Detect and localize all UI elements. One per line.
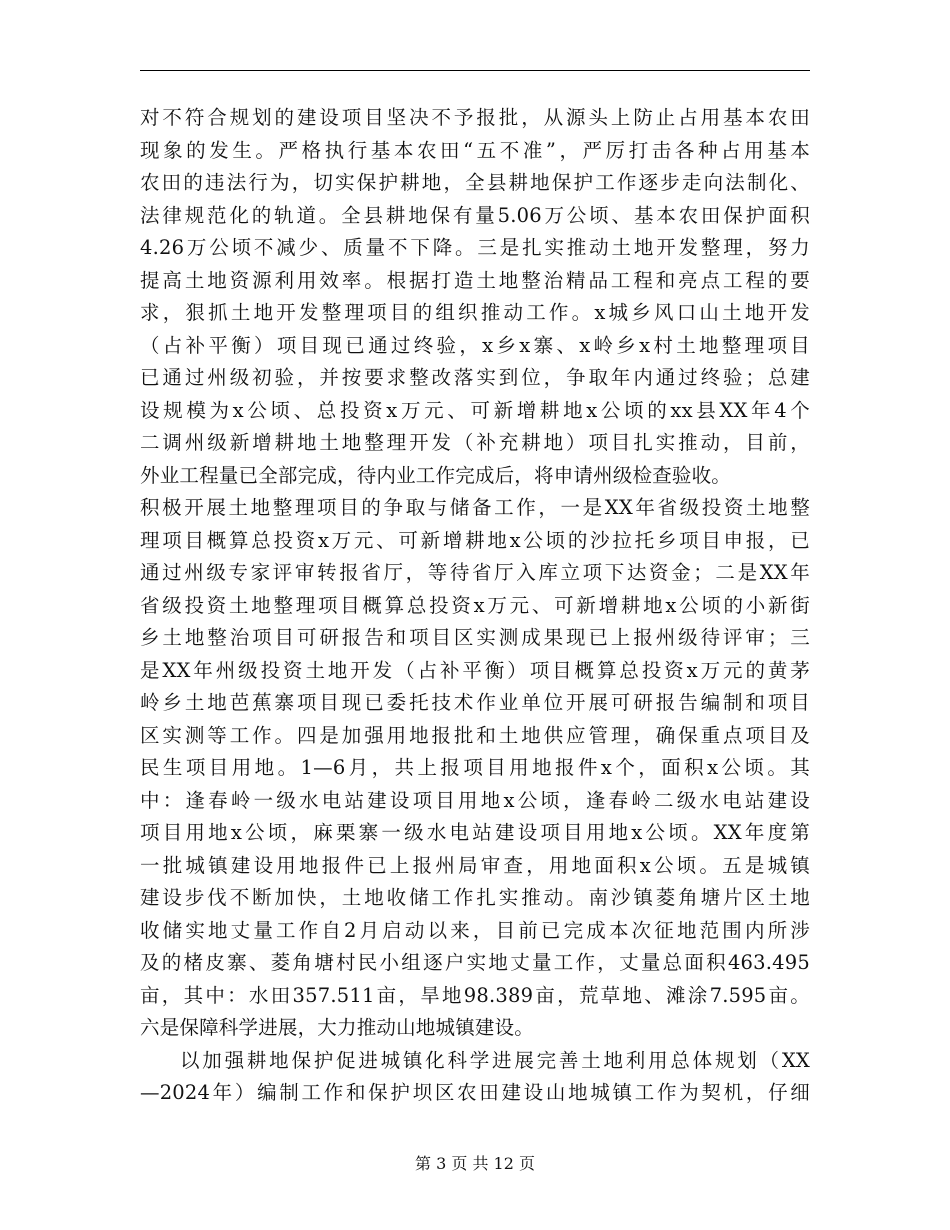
text-line: 求，狠抓土地开发整理项目的组织推动工作。x城乡风口山土地开发 bbox=[140, 301, 810, 324]
text-line: 外业工程量已全部完成，待内业工作完成后，将申请州级检查验收。 bbox=[140, 463, 732, 487]
body-text bbox=[140, 102, 810, 1110]
text-line: 法律规范化的轨道。全县耕地保有量5.06万公顷、基本农田保护面积 bbox=[140, 203, 810, 227]
text-line: 乡土地整治项目可研报告和项目区实测成果现已上报州级待评审；三 bbox=[140, 626, 810, 649]
text-line: 收储实地丈量工作自2月启动以来，目前已完成本次征地范围内所涉 bbox=[140, 918, 810, 942]
text-line: 项目用地x公顷，麻栗寨一级水电站建设项目用地x公顷。XX年度第 bbox=[140, 821, 810, 844]
text-line: 省级投资土地整理项目概算总投资x万元、可新增耕地x公顷的小新街 bbox=[140, 593, 810, 617]
text-line: 积极开展土地整理项目的争取与储备工作，一是XX年省级投资土地整 bbox=[140, 496, 810, 519]
text-line: 岭乡土地芭蕉寨项目现已委托技术作业单位开展可研报告编制和项目 bbox=[140, 691, 810, 714]
text-line: 六是保障科学进展，大力推动山地城镇建设。 bbox=[140, 1016, 535, 1039]
text-line: 通过州级专家评审转报省厅，等待省厅入库立项下达资金；二是XX年 bbox=[140, 561, 810, 584]
text-line: 一批城镇建设用地报件已上报州局审查，用地面积x公顷。五是城镇 bbox=[140, 853, 810, 877]
text-line: 4.26万公顷不减少、质量不下降。三是扎实推动土地开发整理，努力 bbox=[140, 236, 810, 259]
text-line: 是XX年州级投资土地开发（占补平衡）项目概算总投资x万元的黄茅 bbox=[140, 658, 810, 682]
text-line: 设规模为x公顷、总投资x万元、可新增耕地x公顷的xx县XX年4个 bbox=[140, 398, 810, 422]
text-line: 以加强耕地保护促进城镇化科学进展完善土地利用总体规划（XX bbox=[180, 1048, 810, 1072]
text-line: 中：逢春岭一级水电站建设项目用地x公顷，逢春岭二级水电站建设 bbox=[140, 788, 810, 812]
text-line: 对不符合规划的建设项目坚决不予报批，从源头上防止占用基本农田 bbox=[140, 106, 810, 129]
text-line: 区实测等工作。四是加强用地报批和土地供应管理，确保重点项目及 bbox=[140, 723, 810, 747]
text-line: 现象的发生。严格执行基本农田“五不准”，严厉打击各种占用基本 bbox=[140, 138, 810, 162]
text-line: （占补平衡）项目现已通过终验，x乡x寨、x岭乡x村土地整理项目 bbox=[140, 333, 810, 357]
page-number: 第 3 页 共 12 页 bbox=[415, 1154, 535, 1173]
text-line: 亩，其中：水田357.511亩，旱地98.389亩，荒草地、滩涂7.595亩。 bbox=[140, 983, 810, 1007]
text-line: 理项目概算总投资x万元、可新增耕地x公顷的沙拉托乡项目申报，已 bbox=[140, 528, 810, 552]
text-line: 已通过州级初验，并按要求整改落实到位，争取年内通过终验；总建 bbox=[140, 366, 810, 389]
text-line: 民生项目用地。1—6月，共上报项目用地报件x个，面积x公顷。其 bbox=[140, 756, 810, 779]
text-line: 建设步伐不断加快，土地收储工作扎实推动。南沙镇菱角塘片区土地 bbox=[140, 886, 810, 909]
text-line: 提高土地资源利用效率。根据打造土地整治精品工程和亮点工程的要 bbox=[140, 268, 810, 292]
text-line: 农田的违法行为，切实保护耕地，全县耕地保护工作逐步走向法制化、 bbox=[140, 171, 810, 194]
text-line: —2024年）编制工作和保护坝区农田建设山地城镇工作为契机，仔细 bbox=[140, 1081, 810, 1104]
text-line: 二调州级新增耕地土地整理开发（补充耕地）项目扎实推动，目前， bbox=[140, 431, 810, 454]
text-line: 及的楮皮寨、菱角塘村民小组逐户实地丈量工作，丈量总面积463.495 bbox=[140, 951, 810, 974]
header-rule bbox=[140, 70, 810, 71]
